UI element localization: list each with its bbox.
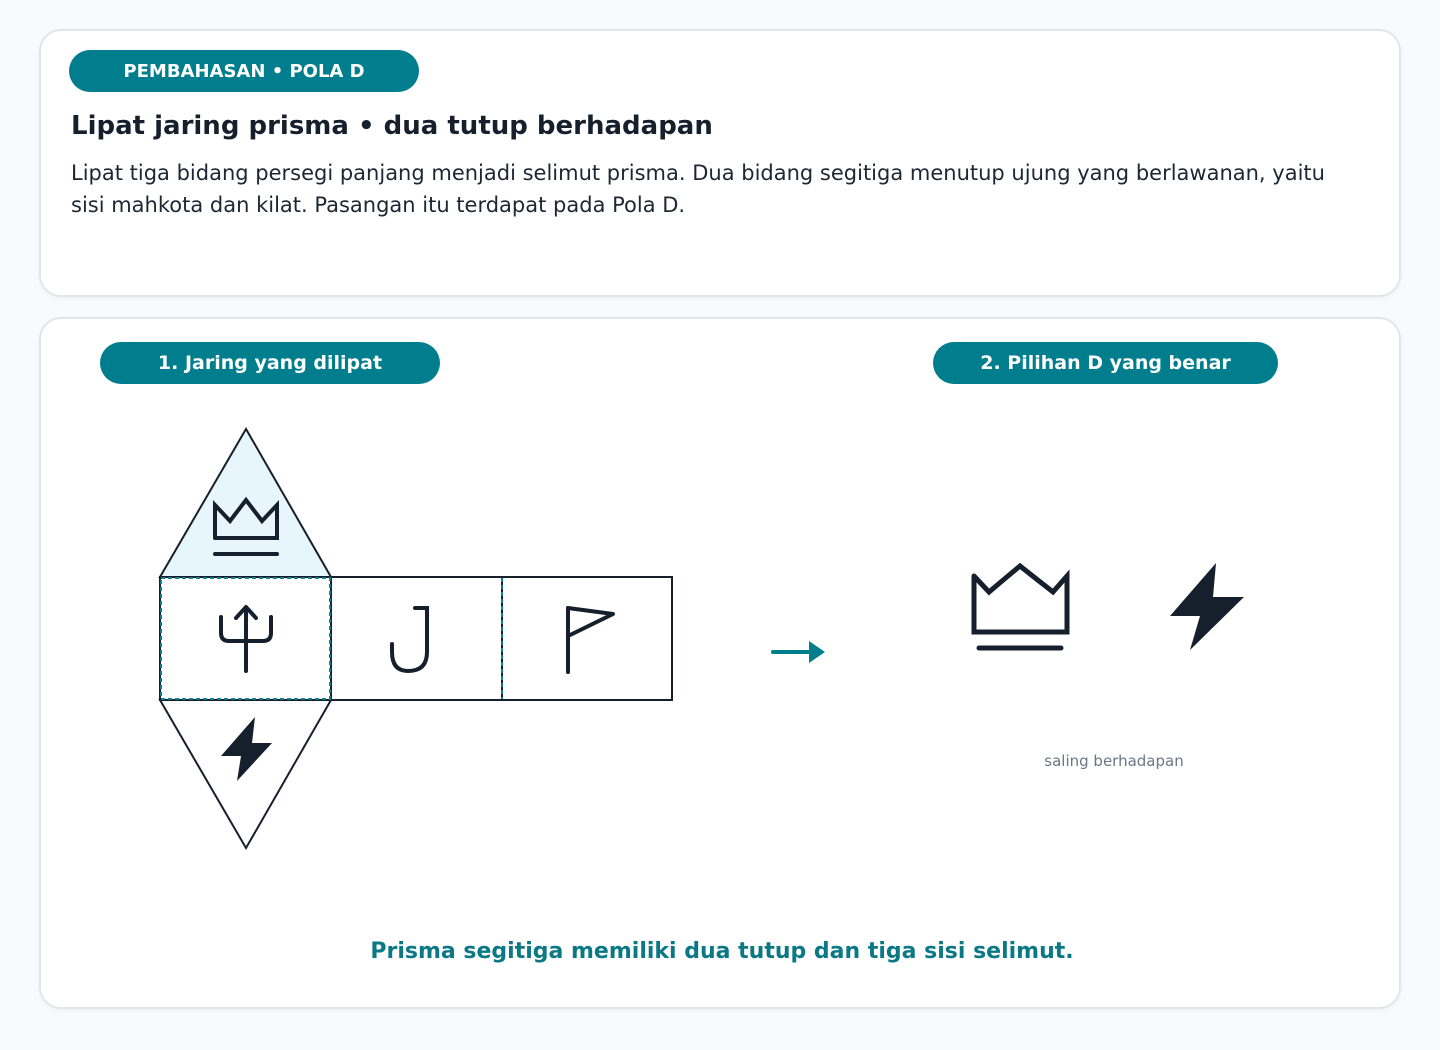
net-face-bottom-cap [160, 700, 331, 848]
step-2-label: 2. Pilihan D yang benar [933, 342, 1278, 384]
explanation-text: Lipat tiga bidang persegi panjang menjadi selimut prisma. Dua bidang segitiga menutup ujung yang berlawanan, yaitu sisi mahkota dan kilat. Pasangan itu terdapat pada Pola D. [71, 161, 1325, 217]
result-caption: saling berhadapan [1044, 752, 1184, 770]
section-badge: PEMBAHASAN • POLA D [69, 50, 419, 92]
net-face-lateral-3 [502, 577, 672, 700]
result-lightning-icon [1170, 563, 1244, 650]
step-1-label: 1. Jaring yang dilipat [100, 342, 440, 384]
summary-text: Prisma segitiga memiliki dua tutup dan tiga sisi selimut. [370, 939, 1074, 964]
folding-diagram [41, 319, 1403, 1011]
result-crown-icon [974, 566, 1067, 648]
page-title: Lipat jaring prisma • dua tutup berhadapan [71, 111, 713, 141]
diagram-card [39, 317, 1401, 1009]
arrow-right-icon [773, 641, 825, 663]
net-face-lateral-2 [331, 577, 502, 700]
explanation-card [39, 29, 1401, 297]
